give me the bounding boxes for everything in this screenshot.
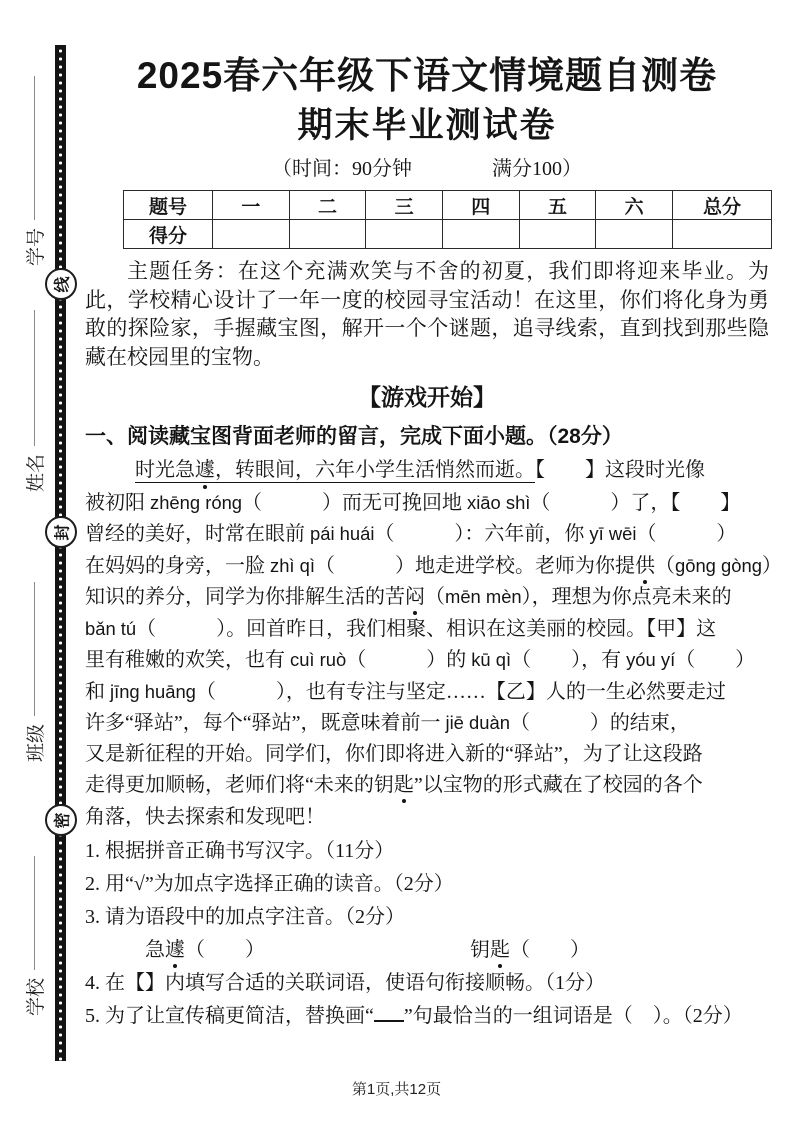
question-4: 4. 在【】内填写合适的关联词语，使语句衔接顺畅。（1分） [85,972,605,994]
score-table [123,190,772,249]
score-empty-cell [366,220,443,249]
school-text: 学校 [25,977,47,1016]
school-fill-line [33,856,35,970]
name-text: 姓名 [25,453,47,492]
score-table-header-row [124,191,772,220]
class-fill-line [33,582,35,716]
seal-stamp-mi-char: 密 [54,811,72,829]
exam-subtitle: 期末毕业测试卷 [297,106,557,145]
seal-stamp-feng-char: 封 [54,523,72,541]
score-empty-cell [442,220,519,249]
passage-line: 许多“驿站”，每个“驿站”，既意味着前一 jiē duàn（ ）的结束， [85,712,690,734]
seal-stamp-line [45,268,77,300]
score-table-cell: 三 [366,191,443,220]
game-start-heading: 【游戏开始】 [358,384,496,410]
score-empty-cell [596,220,673,249]
question-3: 3. 请为语段中的加点字注音。（2分） [85,906,405,928]
passage-line: 被初阳 zhēng róng（ ）而无可挽回地 xiāo shì（ ）了，【 】 [85,491,741,514]
passage-line: 时光急遽，转眼间，六年小学生活悄然而逝。【 】这段时光像 [135,459,705,481]
student-number-fill-line [33,76,35,220]
exam-title: 2025春六年级下语文情境题自测卷 [136,55,718,96]
student-number-text: 学号 [25,227,47,266]
reading-passage [85,455,782,833]
school-label [22,856,46,1016]
theme-task-paragraph: 主题任务：在这个充满欢笑与不舍的初夏，我们即将迎来毕业。为此，学校精心设计了一年一度的校园寻宝活动！在这里，你们将化身为勇敢的探险家，手握藏宝图，解开一个个谜题，追寻线索，直到找到那些隐藏在校园里的宝物。 [85,259,769,369]
score-empty-cell [213,220,290,249]
passage-line: 走得更加顺畅，老师们将“未来的钥匙”以宝物的形式藏在了校园的各个 [85,774,703,796]
question-2: 2. 用“√”为加点字选择正确的读音。（2分） [85,873,454,895]
score-label-cell: 得分 [124,220,213,249]
score-table-cell: 二 [289,191,366,220]
question-5: 5. 为了让宣传稿更简洁，替换画“ ”句最恰当的一组词语是（ ）。（2分） [85,1005,743,1027]
passage-line: 里有稚嫩的欢笑，也有 cuì ruò（ ）的 kū qì（ ），有 yóu yí（ ） [85,649,756,671]
page-number: 第1页,共12页 [351,1081,442,1098]
score-empty-cell [519,220,596,249]
section-one-heading: 一、阅读藏宝图背面老师的留言，完成下面小题。（28分） [85,425,623,448]
seal-stamp-mi [45,804,77,836]
passage-line: 角落，快去探索和发现吧！ [85,805,325,828]
score-table-cell: 五 [519,191,596,220]
seal-stamp-line-char: 线 [54,275,72,293]
name-fill-line [33,310,35,446]
passage-line: 曾经的美好，时常在眼前 pái huái（ ）：六年前，你 yī wēi（ ） [85,523,737,545]
passage-line: 又是新征程的开始。同学们，你们即将进入新的“驿站”，为了让这段路 [85,742,703,765]
passage-line: 和 jīng huāng（ ），也有专注与坚定……【乙】人的一生必然要走过 [85,680,726,703]
name-label [22,310,46,492]
student-number-label [22,76,46,266]
score-empty-cell [673,220,772,249]
binding-strip [55,45,66,1061]
exam-page [85,50,782,1033]
score-table-cell: 一 [213,191,290,220]
passage-line: 知识的养分，同学为你排解生活的苦闷（mēn mèn），理想为你点亮未来的 [85,586,732,608]
score-table-cell: 题号 [124,191,213,220]
score-table-cell: 六 [596,191,673,220]
passage-line: 在妈妈的身旁，一脸 zhì qì（ ）地走进学校。老师为你提供（gōng gòng） [85,554,782,577]
question-3-answer-line: 急遽（ ） 钥匙（ ） [145,939,590,961]
class-label [22,582,46,762]
score-table-score-row [124,220,772,249]
class-text: 班级 [25,723,47,762]
question-1: 1. 根据拼音正确书写汉字。（11分） [85,840,395,862]
score-table-cell: 总分 [673,191,772,220]
time-score-info: （时间：90分钟 满分100） [272,158,582,180]
score-table-cell: 四 [442,191,519,220]
passage-line: bǎn tú（ ）。回首昨日，我们相聚、相识在这美丽的校园。【甲】这 [85,617,717,640]
seal-stamp-feng [45,516,77,548]
score-empty-cell [289,220,366,249]
question-list [85,835,769,1033]
